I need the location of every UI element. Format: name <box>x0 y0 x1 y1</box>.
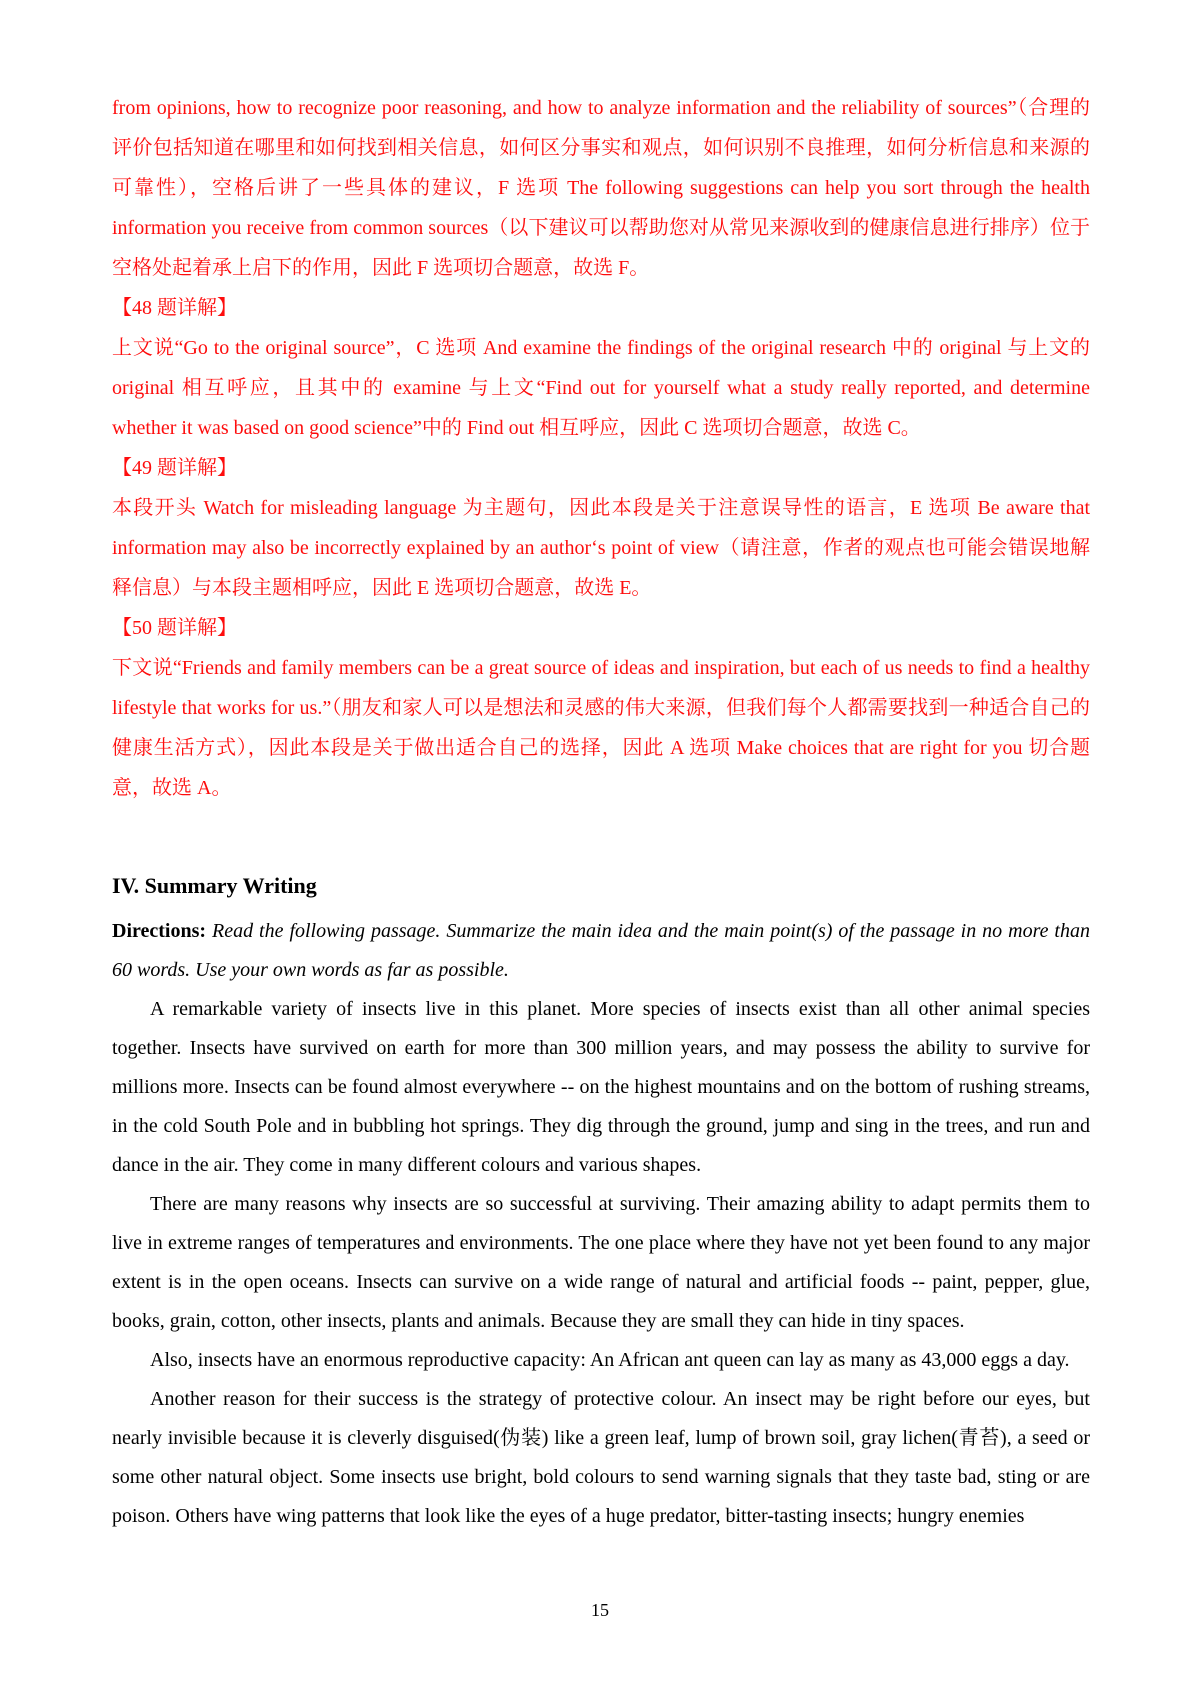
directions-paragraph <box>112 912 1090 990</box>
detail-50-body: 下文说“Friends and family members can be a great source of ideas and inspiration, but each of us needs to find a healthy lifestyle that works for us.”（朋友和家人可以是想法和灵感的伟大来源，但我们每个人都需要找到一种适合自己的健康生活方式），因此本段是关于做出适合自己的选择，因此 A 选项 Make choices that are right for you 切合题意，故选 A。 <box>112 657 1090 799</box>
detail-50-header: 【50 题详解】 <box>112 617 237 639</box>
passage-paragraph-4: Another reason for their success is the strategy of protective colour. An insect may be right before our eyes, but nearly invisible because it is cleverly disguised(伪装) like a green leaf, lump of brown soil, gray lichen(青苔), a seed or some other natural object. Some insects use bright, bold colours to send warning signals that they taste bad, sting or are poison. Others have wing patterns that look like the eyes of a huge predator, bitter-tasting insects; hungry enemies <box>112 1388 1090 1527</box>
summary-passage <box>112 990 1090 1536</box>
detail-48-body: 上文说“Go to the original source”，C 选项 And examine the findings of the original research 中的 original 与上文的 original 相互呼应，且其中的 examine 与上文“Find out for yourself what a study really reported, and determine whether it was based on good science”中的 Find out 相互呼应，因此 C 选项切合题意，故选 C。 <box>112 337 1090 439</box>
passage-paragraph-2: There are many reasons why insects are so successful at surviving. Their amazing ability to adapt permits them to live in extreme ranges of temperatures and environments. The one place where they have not yet been found to any major extent is in the open oceans. Insects can survive on a wide range of natural and artificial foods -- paint, pepper, glue, books, grain, cotton, other insects, plants and animals. Because they are small they can hide in tiny spaces. <box>112 1193 1090 1332</box>
page-number: 15 <box>591 1600 609 1620</box>
directions-text: Read the following passage. Summarize the main idea and the main point(s) of the passage in no more than 60 words. Use your own words as far as possible. <box>112 920 1090 981</box>
detail-49-header: 【49 题详解】 <box>112 457 237 479</box>
explanation-intro-paragraph: from opinions, how to recognize poor reasoning, and how to analyze information and the reliability of sources”（合理的评价包括知道在哪里和如何找到相关信息，如何区分事实和观点，如何识别不良推理，如何分析信息和来源的可靠性），空格后讲了一些具体的建议，F 选项 The following suggestions can help you sort through the health information you receive from common sources（以下建议可以帮助您对从常见来源收到的健康信息进行排序）位于空格处起着承上启下的作用，因此 F 选项切合题意，故选 F。 <box>112 97 1090 279</box>
passage-paragraph-1: A remarkable variety of insects live in this planet. More species of insects exist than all other animal species together. Insects have survived on earth for more than 300 million years, and may possess the ability to survive for millions more. Insects can be found almost everywhere -- on the highest mountains and on the bottom of rushing streams, in the cold South Pole and in bubbling hot springs. They dig through the ground, jump and sing in the trees, and run and dance in the air. They come in many different colours and various shapes. <box>112 998 1090 1176</box>
summary-writing-section <box>112 866 1090 1536</box>
detail-48-header: 【48 题详解】 <box>112 297 237 319</box>
detail-49-body: 本段开头 Watch for misleading language 为主题句，因此本段是关于注意误导性的语言，E 选项 Be aware that information may also be incorrectly explained by an author‘s point of view（请注意，作者的观点也可能会错误地解释信息）与本段主题相呼应，因此 E 选项切合题意，故选 E。 <box>112 497 1090 599</box>
passage-paragraph-3: Also, insects have an enormous reproductive capacity: An African ant queen can lay as many as 43,000 eggs a day. <box>150 1349 1070 1371</box>
answer-explanations-section <box>112 88 1090 808</box>
directions-label: Directions: <box>112 920 207 942</box>
summary-writing-heading: IV. Summary Writing <box>112 873 317 898</box>
